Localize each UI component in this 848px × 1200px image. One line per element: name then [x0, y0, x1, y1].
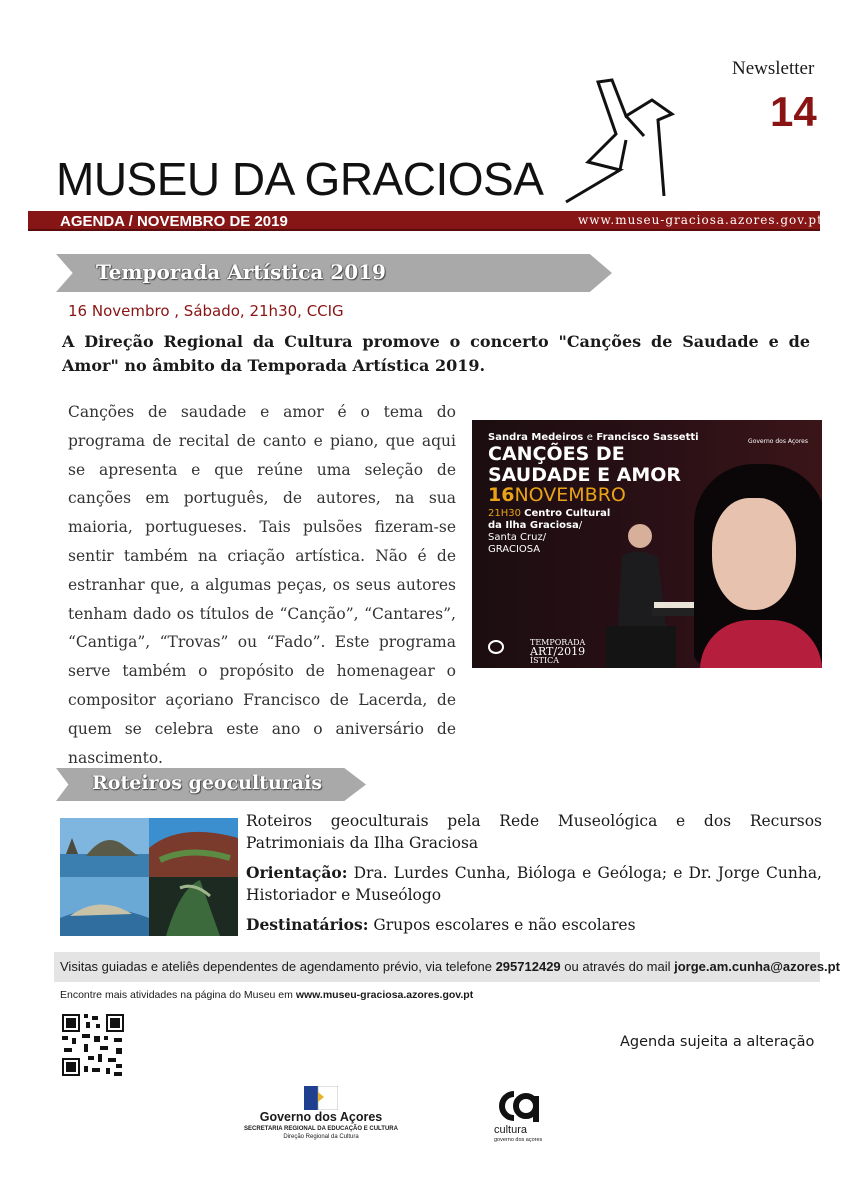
newsletter-number: 14	[770, 88, 817, 135]
poster-season-label: TEMPORADA ART/2019 ÍSTICA	[530, 638, 586, 665]
roteiros-description: Roteiros geoculturais pela Rede Museológica e dos Recursos Patrimoniais da Ilha Graciosa	[246, 812, 822, 852]
event-intro: A Direção Regional da Cultura promove o concerto "Canções de Saudade e de Amor" no âmbito da Temporada Artística 2019.	[62, 332, 810, 375]
gov-secretariat: SECRETARIA REGIONAL DA EDUCAÇÃO E CULTURA	[244, 1126, 398, 1132]
booking-info-text: Visitas guiadas e ateliês dependentes de agendamento prévio, via telefone 295712429 ou através do mail jorge.am.cunha@azores.pt	[60, 959, 840, 974]
phone-number[interactable]: 295712429	[495, 959, 561, 974]
azores-flag-icon	[304, 1086, 338, 1110]
cultura-sub: governo dos açores	[494, 1137, 543, 1143]
cultura-logo-icon	[494, 1088, 542, 1124]
qr-code-icon[interactable]	[60, 1012, 126, 1078]
poster-date: 16NOVEMBRO	[488, 484, 626, 506]
contact-email-link[interactable]: jorge.am.cunha@azores.pt	[674, 959, 840, 974]
gov-directorate: Direção Regional da Cultura	[283, 1134, 359, 1140]
museum-title: MUSEU DA GRACIOSA	[56, 153, 544, 205]
roteiros-orientation: Orientação: Dra. Lurdes Cunha, Bióloga e Geóloga; e Dr. Jorge Cunha, Historiador e Museólogo	[246, 863, 822, 904]
agenda-label: AGENDA / NOVEMBRO DE 2019	[60, 213, 288, 230]
poster-gov-label: Governo dos Açores	[748, 438, 808, 445]
roteiros-audience: Destinatários: Grupos escolares e não escolares	[246, 915, 636, 934]
poster-cultura-icon	[488, 640, 504, 654]
poster-title: CANÇÕES DE SAUDADE E AMOR	[488, 443, 682, 486]
cultura-name: cultura	[494, 1124, 528, 1136]
newsletter-label: Newsletter	[732, 58, 815, 79]
singer-portrait	[712, 498, 796, 610]
museum-website-link[interactable]: www.museu-graciosa.azores.gov.pt	[295, 989, 474, 1001]
windmill-logo-icon	[560, 76, 690, 204]
pianist-figure	[596, 516, 696, 668]
agenda-disclaimer: Agenda sujeita a alteração	[620, 1034, 815, 1050]
section-title-roteiros: Roteiros geoculturais	[92, 772, 323, 794]
geocultural-photo-collage	[60, 818, 238, 936]
poster-performers: Sandra Medeiros e Francisco Sassetti	[488, 432, 699, 443]
event-date: 16 Novembro , Sábado, 21h30, CCIG	[68, 302, 344, 320]
concert-poster	[472, 420, 822, 668]
section-title-temporada: Temporada Artística 2019	[96, 260, 386, 284]
event-description: Canções de saudade e amor é o tema do programa de recital de canto e piano, que aqui se apresenta e que reúne uma seleção de canções em português, de autores, na sua maioria, portugueses. Tais pulsões fizeram-se sentir também na criação artística. Não é de estranhar que, a algumas peças, os seus autores tenham dado os títulos de “Canção”, “Cantares”, “Cantiga”, “Trovas” ou “Fado”. Este programa serve também o propósito de homenagear o compositor açoriano Francisco de Lacerda, de quem se celebra este ano o aniversário de nascimento.	[68, 403, 456, 767]
poster-venue: 21H30 Centro Cultural da Ilha Graciosa/ Santa Cruz/ GRACIOSA	[488, 508, 611, 555]
header-website-link[interactable]: www.museu-graciosa.azores.gov.pt	[578, 213, 823, 227]
gov-name: Governo dos Açores	[259, 1110, 383, 1124]
more-activities-text: Encontre mais atividades na página do Museu em www.museu-graciosa.azores.gov.pt	[60, 989, 474, 1001]
